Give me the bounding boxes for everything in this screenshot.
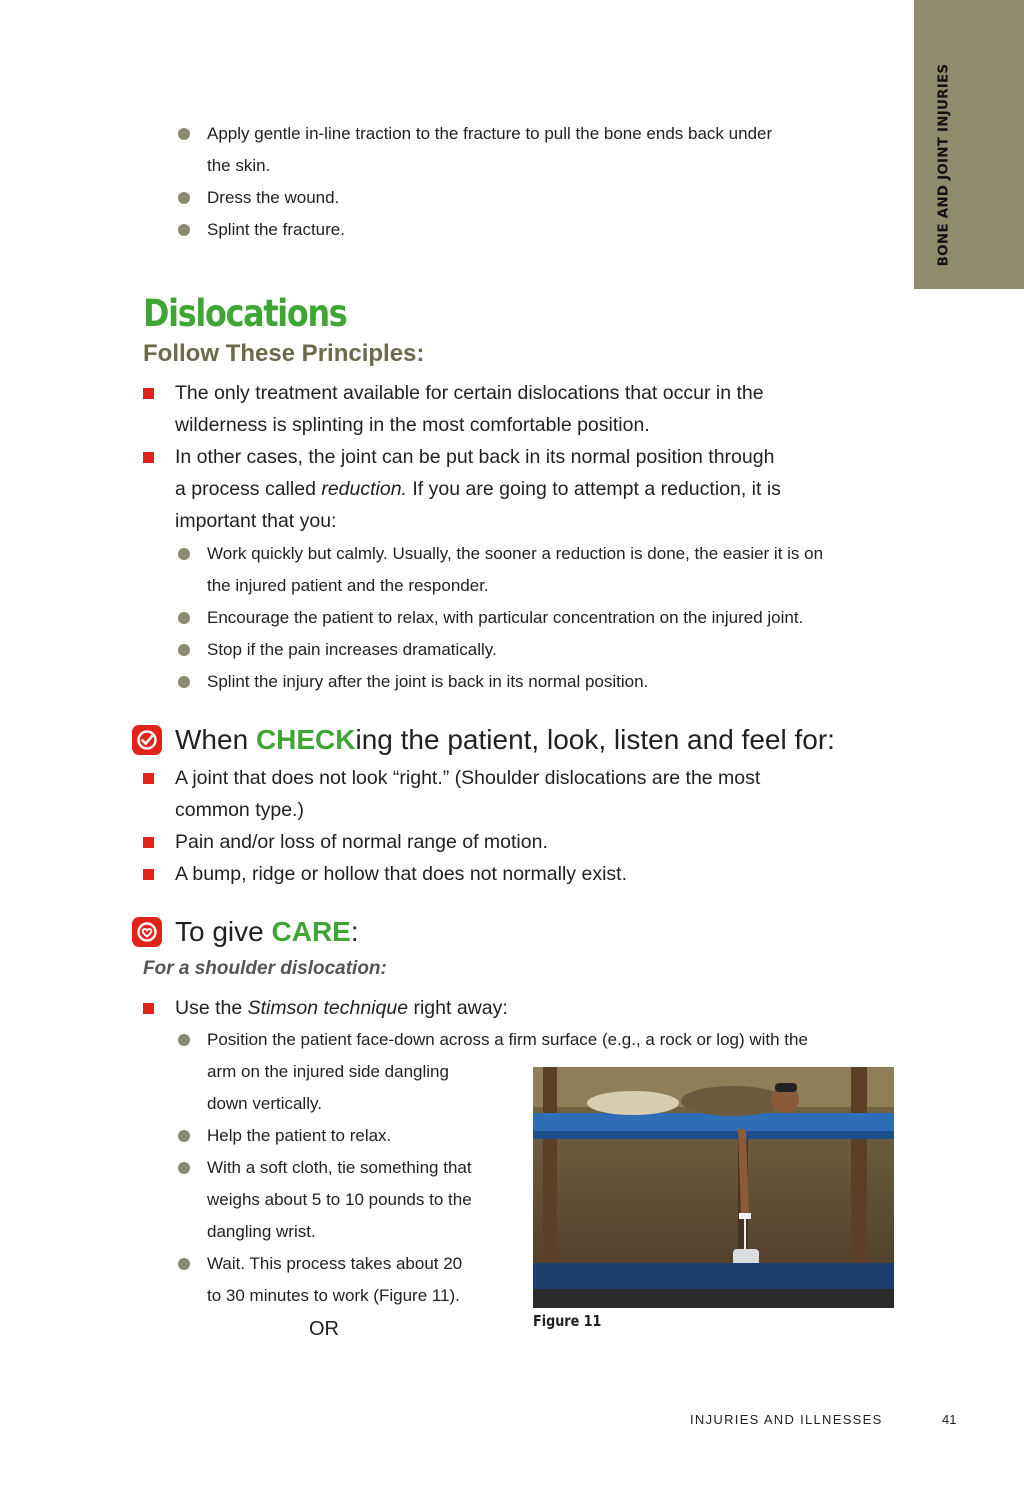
list-item: Help the patient to relax. [207,1120,897,1152]
bullet-dot-icon [178,1258,190,1270]
bullet-dot-icon [178,1034,190,1046]
list-item: The only treatment available for certain dislocations that occur in the wilderness is splinting in the most comfortable position. [175,377,895,441]
bullet-square-icon [143,773,154,784]
page-number: 41 [942,1412,957,1427]
bullet-dot-icon [178,548,190,560]
bullet-square-icon [143,452,154,463]
list-item: Stop if the pain increases dramatically. [207,634,907,666]
list-item: Wait. This process takes about 20 to 30 minutes to work (Figure 11). [207,1248,897,1312]
list-item: A joint that does not look “right.” (Shoulder dislocations are the most common type.) [175,762,895,826]
bullet-dot-icon [178,128,190,140]
principle-subbullets [207,538,907,698]
bullet-dot-icon [178,676,190,688]
check-keyword: CHECK [255,724,356,755]
side-tab-label-wrap [924,50,962,280]
bullet-square-icon [143,837,154,848]
section-title: Dislocations [143,292,347,335]
bullet-square-icon [143,388,154,399]
list-item: Apply gentle in-line traction to the fracture to pull the bone ends back under the skin. [207,118,897,182]
list-item: Splint the injury after the joint is back in its normal position. [207,666,907,698]
figure-photo [533,1067,894,1308]
list-item: A bump, ridge or hollow that does not normally exist. [175,858,895,890]
list-item: Dress the wound. [207,182,897,214]
heart-icon [132,917,162,947]
list-item: Encourage the patient to relax, with particular concentration on the injured joint. [207,602,907,634]
list-item: Splint the fracture. [207,214,897,246]
bullet-square-icon [143,1003,154,1014]
bullet-dot-icon [178,192,190,204]
principles-list [175,377,895,537]
check-icon [132,725,162,755]
top-bullet-list [207,118,897,246]
care-subheading: For a shoulder dislocation: [143,958,387,979]
bullet-dot-icon [178,1162,190,1174]
bullet-square-icon [143,869,154,880]
bullet-dot-icon [178,644,190,656]
list-item: Pain and/or loss of normal range of motion. [175,826,895,858]
figure-caption: Figure 11 [533,1312,602,1330]
or-text: OR [309,1318,339,1340]
bullet-dot-icon [178,224,190,236]
bullet-dot-icon [178,612,190,624]
list-item: Work quickly but calmly. Usually, the sooner a reduction is done, the easier it is on the injured patient and the responder. [207,538,907,602]
side-tab-label: BONE AND JOINT INJURIES [935,63,952,267]
list-item: With a soft cloth, tie something that weighs about 5 to 10 pounds to the dangling wrist. [207,1152,897,1248]
list-item: Position the patient face-down across a firm surface (e.g., a rock or log) with the arm on the injured side dangling down vertically. [207,1024,897,1120]
check-heading: When CHECK ing the patient, look, listen and feel for: [132,724,835,756]
bullet-dot-icon [178,1130,190,1142]
list-item: Use the Stimson technique right away: [175,992,895,1024]
footer-section: INJURIES AND ILLNESSES [690,1412,883,1427]
care-heading: To give CARE : [132,916,359,948]
list-item: In other cases, the joint can be put back in its normal position through a process called reduction. If you are going to attempt a reduction, it is important that you: [175,441,895,537]
care-keyword: CARE [271,916,351,947]
section-subtitle: Follow These Principles: [143,340,425,367]
check-list [175,762,895,890]
care-list [175,992,895,1024]
